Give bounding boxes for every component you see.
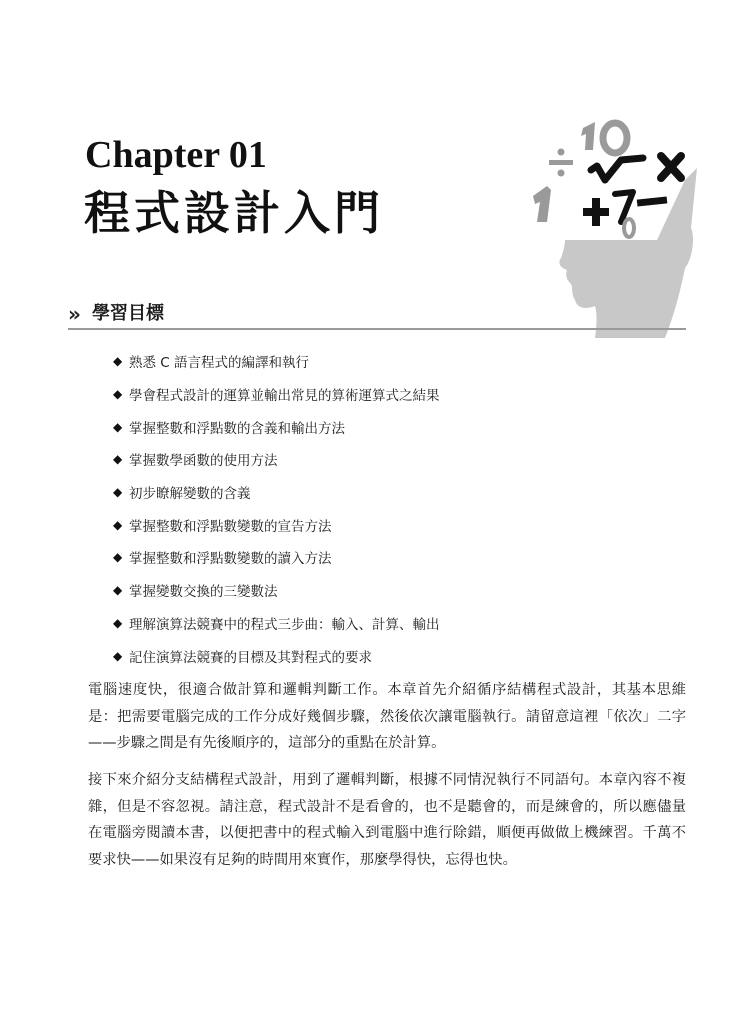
list-item: [113, 443, 440, 476]
digit-zero-symbol: [624, 219, 634, 237]
diamond-bullet-icon: ◆: [113, 387, 123, 402]
list-item: [113, 607, 440, 640]
number-ten-symbol: [581, 122, 627, 153]
list-item: [113, 345, 440, 378]
goal-text: 掌握整數和浮點數變數的讀入方法: [129, 551, 332, 568]
goal-text: 初步瞭解變數的含義: [129, 486, 251, 503]
goal-text: 學會程式設計的運算並輸出常見的算術運算式之結果: [129, 388, 440, 405]
learning-goals-list: [113, 345, 440, 672]
goal-text: 理解演算法競賽中的程式三步曲：輸入、計算、輸出: [129, 616, 440, 633]
square-root-symbol: [591, 158, 643, 180]
diamond-bullet-icon: ◆: [113, 550, 123, 565]
diamond-bullet-icon: ◆: [113, 517, 123, 532]
diamond-bullet-icon: ◆: [113, 452, 123, 467]
list-item: [113, 574, 440, 607]
goal-text: 掌握數學函數的使用方法: [129, 453, 278, 470]
head-with-math-symbols-icon: [525, 118, 725, 338]
section-title: 學習目標: [92, 303, 164, 324]
chevron-right-icon: »: [68, 302, 81, 326]
minus-symbol: [637, 196, 668, 206]
chapter-title: 程式設計入門: [84, 186, 384, 240]
goal-text: 掌握變數交換的三變數法: [129, 584, 278, 601]
diamond-bullet-icon: ◆: [113, 419, 123, 434]
diamond-bullet-icon: ◆: [113, 583, 123, 598]
goal-text: 掌握整數和浮點數的含義和輸出方法: [129, 420, 345, 437]
list-item: [113, 541, 440, 574]
diamond-bullet-icon: ◆: [113, 354, 123, 369]
plus-symbol: [583, 198, 609, 226]
goal-text: 熟悉 C 語言程式的編譯和執行: [129, 355, 310, 372]
goal-text: 掌握整數和浮點數變數的宣告方法: [129, 518, 332, 535]
goal-text: 記住演算法競賽的目標及其對程式的要求: [129, 649, 372, 666]
list-item: [113, 476, 440, 509]
multiply-symbol: [661, 156, 681, 178]
list-item: [113, 508, 440, 541]
section-divider: [68, 328, 686, 330]
division-symbol: [549, 149, 573, 177]
diamond-bullet-icon: ◆: [113, 648, 123, 663]
list-item: [113, 639, 440, 672]
list-item: [113, 410, 440, 443]
chapter-number: Chapter 01: [85, 134, 267, 176]
digit-one-symbol: [533, 186, 551, 222]
diamond-bullet-icon: ◆: [113, 615, 123, 630]
diamond-bullet-icon: ◆: [113, 485, 123, 500]
intro-paragraph: 電腦速度快，很適合做計算和邏輯判斷工作。本章首先介紹循序結構程式設計，其基本思維是：把需要電腦完成的工作分成好幾個步驟，然後依次讓電腦執行。請留意這裡「依次」二字——步驟之間是有先後順序的，這部分的重點在於計算。: [88, 682, 686, 751]
list-item: [113, 378, 440, 411]
body-paragraph: 接下來介紹分支結構程式設計，用到了邏輯判斷，根據不同情況執行不同語句。本章內容不複雜，但是不容忽視。請注意，程式設計不是看會的，也不是聽會的，而是練會的，所以應儘量在電腦旁閱讀本書，以便把書中的程式輸入到電腦中進行除錯，順便再做做上機練習。千萬不要求快——如果沒有足夠的時間用來實作，那麼學得快，忘得也快。: [88, 772, 686, 868]
